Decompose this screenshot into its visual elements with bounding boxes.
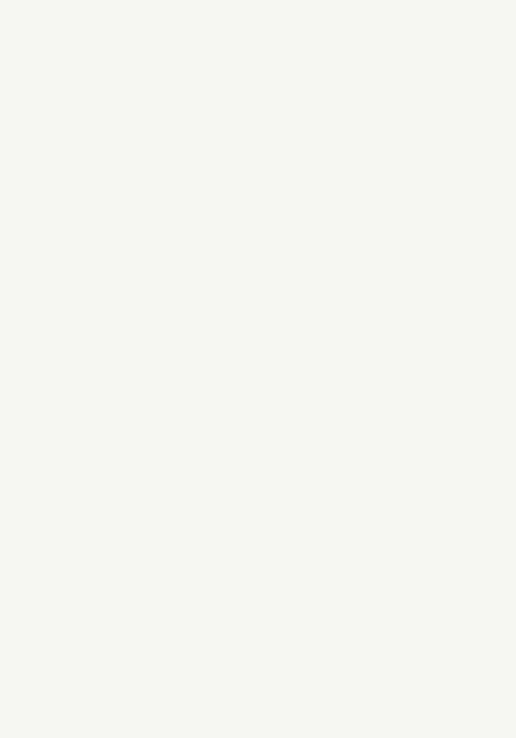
top-text-block xyxy=(28,12,501,354)
page-number xyxy=(0,714,516,730)
bottom-text-block xyxy=(28,362,501,704)
